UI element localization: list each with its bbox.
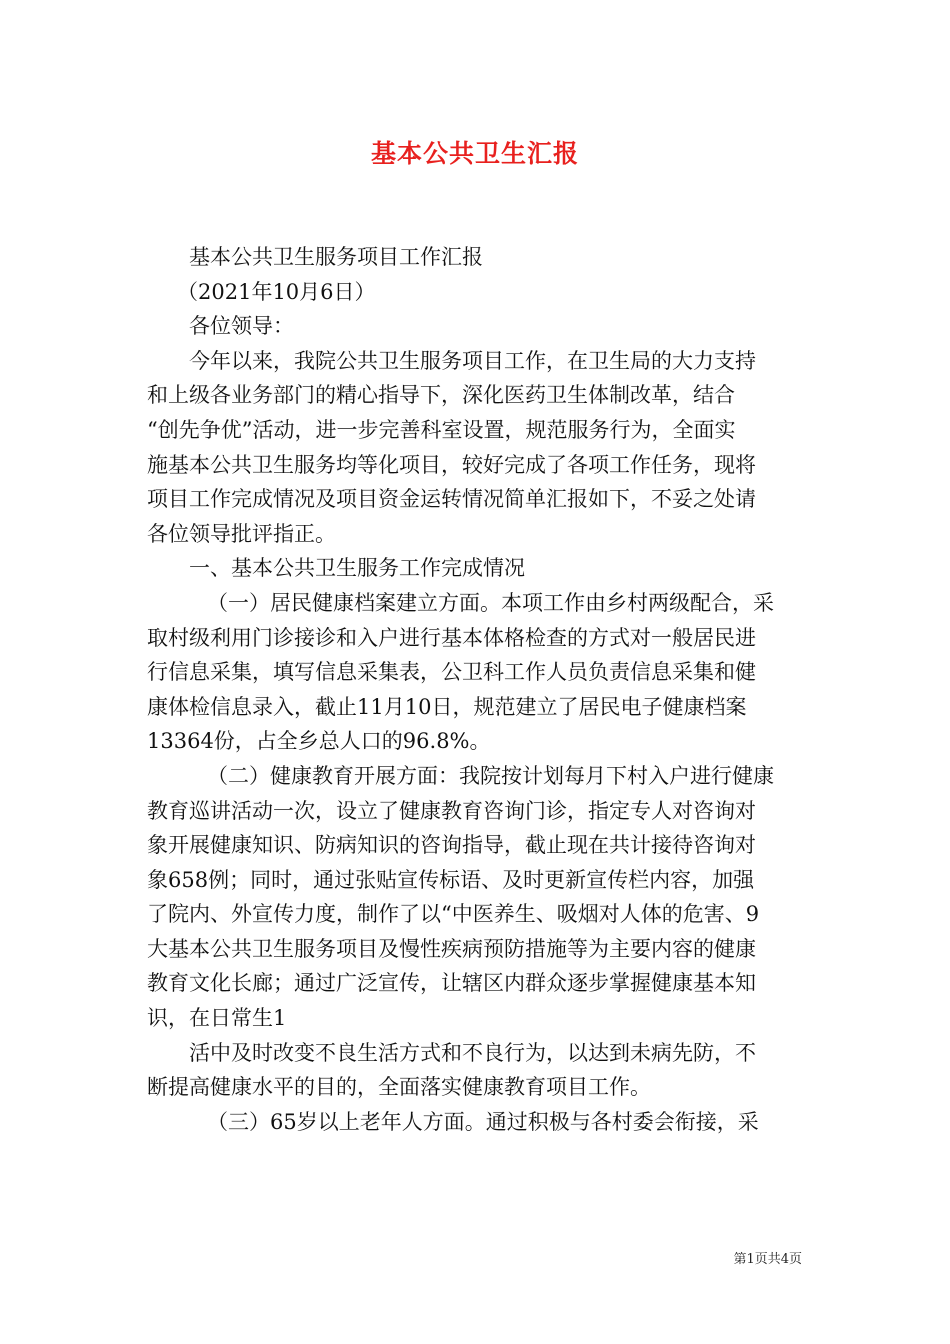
paragraph-line: 施基本公共卫生服务均等化项目，较好完成了各项工作任务，现将 xyxy=(147,452,756,477)
paragraph-line: 断提高健康水平的目的，全面落实健康教育项目工作。 xyxy=(147,1075,651,1100)
document-date: （2021年10月6日） xyxy=(177,279,376,304)
paragraph-line: 取村级利用门诊接诊和入户进行基本体格检查的方式对一般居民进 xyxy=(147,625,756,650)
document-subtitle: 基本公共卫生服务项目工作汇报 xyxy=(189,245,483,269)
paragraph-line: 教育巡讲活动一次，设立了健康教育咨询门诊，指定专人对咨询对 xyxy=(147,798,756,823)
paragraph-line: 项目工作完成情况及项目资金运转情况简单汇报如下，不妥之处请 xyxy=(147,487,756,512)
section-heading: 一、基本公共卫生服务工作完成情况 xyxy=(189,556,525,581)
paragraph-line: 行信息采集，填写信息采集表，公卫科工作人员负责信息采集和健 xyxy=(147,660,756,685)
page-number: 第1页共4页 xyxy=(733,1252,802,1267)
paragraph-line: 大基本公共卫生服务项目及慢性疾病预防措施等为主要内容的健康 xyxy=(147,936,756,961)
paragraph-line: 活中及时改变不良生活方式和不良行为，以达到未病先防，不 xyxy=(189,1040,756,1065)
page-title: 基本公共卫生汇报 xyxy=(370,139,579,168)
paragraph-line: 13364份，占全乡总人口的96.8%。 xyxy=(147,729,491,754)
paragraph-line: （三）65岁以上老年人方面。通过积极与各村委会衔接，采 xyxy=(207,1109,759,1134)
paragraph-line: 了院内、外宣传力度，制作了以“中医养生、吸烟对人体的危害、9 xyxy=(147,902,760,927)
paragraph-line: 教育文化长廊；通过广泛宣传，让辖区内群众逐步掌握健康基本知 xyxy=(147,971,756,996)
paragraph-line: 象开展健康知识、防病知识的咨询指导，截止现在共计接待咨询对 xyxy=(147,833,756,858)
paragraph-line: 象658例；同时，通过张贴宣传标语、及时更新宣传栏内容，加强 xyxy=(147,867,755,892)
paragraph-line: “创先争优”活动，进一步完善科室设置，规范服务行为，全面实 xyxy=(147,417,736,442)
document-body xyxy=(147,240,812,1139)
paragraph-line: 和上级各业务部门的精心指导下，深化医药卫生体制改革，结合 xyxy=(147,383,735,408)
paragraph-line: （二）健康教育开展方面：我院按计划每月下村入户进行健康 xyxy=(207,763,774,788)
paragraph-line: （一）居民健康档案建立方面。本项工作由乡村两级配合，采 xyxy=(207,590,774,615)
paragraph-line: 识，在日常生1 xyxy=(147,1006,287,1031)
paragraph-line: 各位领导批评指正。 xyxy=(147,521,336,546)
paragraph-line: 康体检信息录入，截止11月10日，规范建立了居民电子健康档案 xyxy=(147,694,747,719)
paragraph-line: 今年以来，我院公共卫生服务项目工作，在卫生局的大力支持 xyxy=(189,348,756,373)
salutation: 各位领导： xyxy=(189,314,294,339)
